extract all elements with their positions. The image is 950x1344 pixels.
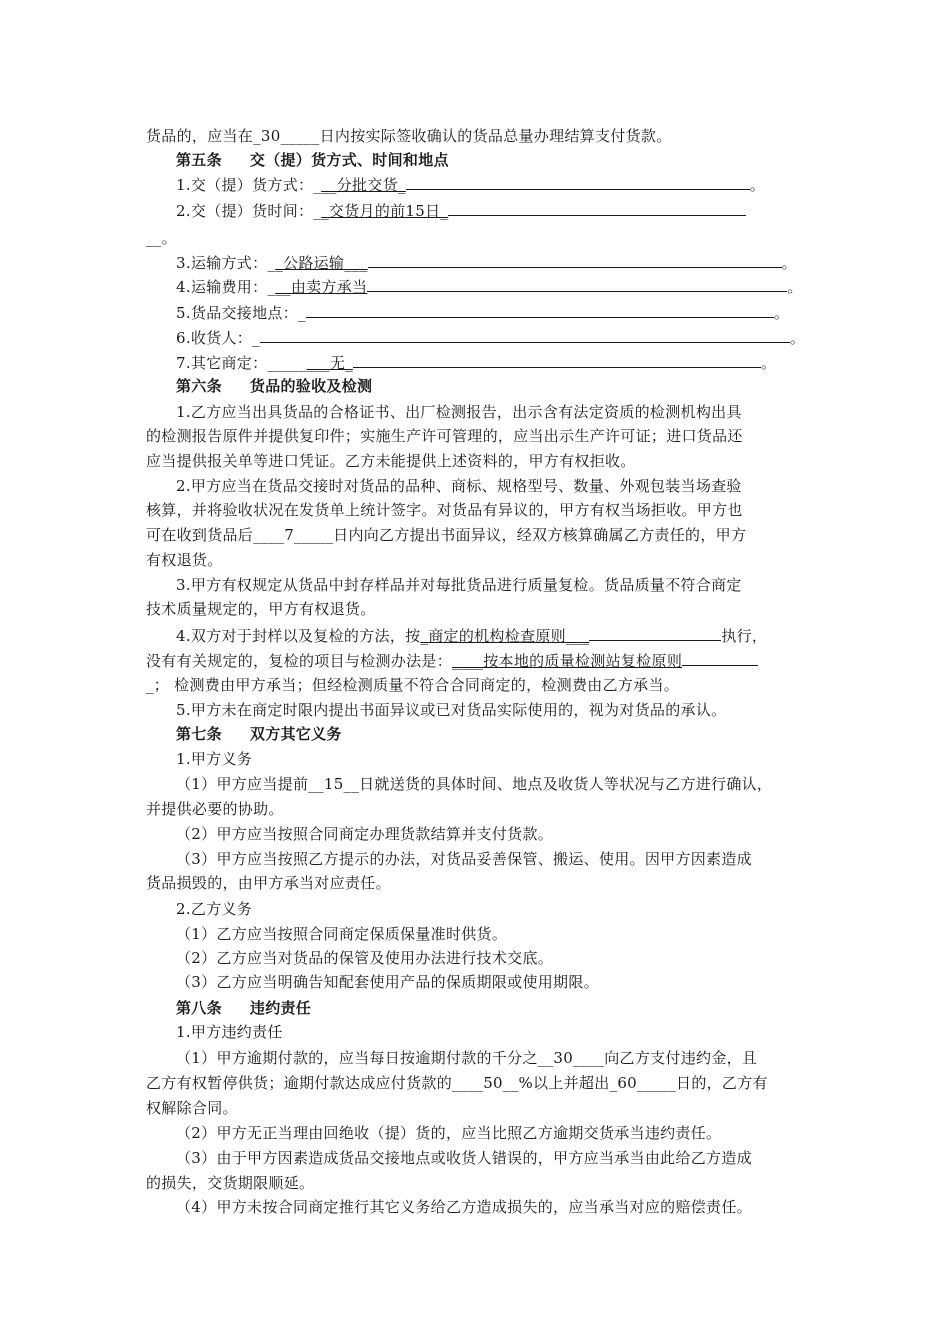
text-line: 乙方有权暂停供货；逾期付款达成应付货款的____50__%以上并超出_60_____日的，乙方有 xyxy=(146,1074,768,1092)
section-number: 第七条 xyxy=(176,725,222,743)
section-title: 双方其它义务 xyxy=(249,725,342,743)
field-label: 7.其它商定：_____ xyxy=(176,354,307,372)
section-title: 交（提）货方式、时间和地点 xyxy=(249,151,449,169)
transport-method-line xyxy=(176,252,846,273)
field-value: __分批交货_ xyxy=(321,176,406,194)
underline-blank xyxy=(260,327,790,343)
underline-blank xyxy=(353,352,761,368)
section-heading-8 xyxy=(176,998,846,1018)
delivery-time-line xyxy=(176,200,846,221)
field-value: ___无_ xyxy=(306,354,353,372)
text-line: 核算，并将验收状况在发货单上统计签字。对货品有异议的，甲方有权当场拒收。甲方也 xyxy=(146,501,743,519)
text-line: __。 xyxy=(146,229,177,247)
text-line: 权解除合同。 xyxy=(146,1099,238,1117)
other-terms-line xyxy=(176,352,846,373)
field-label: 6.收货人：_ xyxy=(176,329,260,347)
retest-items-line xyxy=(146,650,816,671)
text-line: 技术质量规定的，甲方有权退货。 xyxy=(146,600,376,618)
text-line: （2）乙方应当对货品的保管及使用办法进行技术交底。 xyxy=(176,949,554,967)
field-label: 1.交（提）货方式：_ xyxy=(176,176,322,194)
section-heading-5 xyxy=(176,150,846,170)
consignee-line xyxy=(176,327,846,348)
section-heading-6 xyxy=(176,376,846,396)
punctuation: 。 xyxy=(760,354,777,372)
text-line: 1.甲方义务 xyxy=(176,750,253,768)
field-label: 3.运输方式：_ xyxy=(176,254,276,272)
text-line: （1）甲方逾期付款的，应当每日按逾期付款的千分之__30____向乙方支付违约金，且 xyxy=(176,1049,758,1067)
section-heading-7 xyxy=(176,724,846,744)
delivery-method-line xyxy=(176,174,846,195)
field-label: 2.交（提）货时间：_ xyxy=(176,202,322,220)
field-label: 4.双方对于封样以及复检的方法，按 xyxy=(176,627,421,645)
text-line: _； 检测费由甲方承当；但经检测质量不符合合同商定的，检测费由乙方承当。 xyxy=(146,676,680,694)
text-fragment: 执行， xyxy=(721,627,768,645)
field-value: _公路运输___ xyxy=(275,254,368,272)
text-line: （3）乙方应当明确告知配套使用产品的保质期限或使用期限。 xyxy=(176,973,599,991)
text-line: 的损失，交货期限顺延。 xyxy=(146,1174,315,1192)
text-line: （1）甲方应当提前__15__日就送货的具体时间、地点及收货人等状况与乙方进行确认， xyxy=(176,775,773,793)
text-line: 的检测报告原件并提供复印件；实施生产许可管理的，应当出示生产许可证；进口货品还 xyxy=(146,427,743,445)
punctuation: 。 xyxy=(773,304,790,322)
section-number: 第八条 xyxy=(176,999,222,1017)
section-number: 第六条 xyxy=(176,377,222,395)
text-line: （1）乙方应当按照合同商定保质保量准时供货。 xyxy=(176,925,508,943)
underline-blank xyxy=(448,200,746,216)
field-label: 4.运输费用：_ xyxy=(176,278,276,296)
text-line: （4）甲方未按合同商定推行其它义务给乙方造成损失的，应当承当对应的赔偿责任。 xyxy=(176,1198,752,1216)
text-line: 1.乙方应当出具货品的合格证书、出厂检测报告，出示含有法定资质的检测机构出具 xyxy=(176,403,742,421)
section-title: 货品的验收及检测 xyxy=(249,377,373,395)
section-number: 第五条 xyxy=(176,151,222,169)
field-label: 5.货品交接地点：_ xyxy=(176,304,306,322)
underline-blank xyxy=(589,625,721,641)
text-line: （3）甲方应当按照乙方提示的办法，对货品妥善保管、搬运、使用。因甲方因素造成 xyxy=(176,850,752,868)
retest-method-line xyxy=(176,625,846,646)
field-label: 没有有关规定的，复检的项目与检测办法是： xyxy=(146,652,453,670)
punctuation: 。 xyxy=(789,329,806,347)
underline-blank xyxy=(406,174,750,190)
text-line: 并提供必要的协助。 xyxy=(146,800,284,818)
text-line: 有权退货。 xyxy=(146,551,223,569)
transport-cost-line xyxy=(176,276,846,297)
text-line: 可在收到货品后____7_____日内向乙方提出书面异议，经双方核算确属乙方责任的，甲方 xyxy=(146,526,747,544)
text-line: （2）甲方应当按照合同商定办理货款结算并支付货款。 xyxy=(176,825,554,843)
underline-blank xyxy=(682,650,758,666)
punctuation: 。 xyxy=(749,176,766,194)
text-line: 5.甲方未在商定时限内提出书面异议或已对货品实际使用的，视为对货品的承认。 xyxy=(176,701,727,719)
text-line: （2）甲方无正当理由回绝收（提）货的，应当比照乙方逾期交货承当违约责任。 xyxy=(176,1124,722,1142)
text-line: （3）由于甲方因素造成货品交接地点或收货人错误的，甲方应当承当由此给乙方造成 xyxy=(176,1149,752,1167)
punctuation: 。 xyxy=(787,278,803,296)
text-line: 3.甲方有权规定从货品中封存样品并对每批货品进行质量复检。货品质量不符合商定 xyxy=(176,576,742,594)
field-value: ____按本地的质量检测站复检原则 xyxy=(452,652,683,670)
field-value: _商定的机构检查原则___ xyxy=(420,627,590,645)
text-line: 1.甲方违约责任 xyxy=(176,1023,283,1041)
underline-blank xyxy=(367,276,787,292)
punctuation: 。 xyxy=(781,254,797,272)
handover-location-line xyxy=(176,302,846,323)
text-line: 2.乙方义务 xyxy=(176,900,253,918)
text-line: 2.甲方应当在货品交接时对货品的品种、商标、规格型号、数量、外观包装当场查验 xyxy=(176,477,742,495)
field-value: __由卖方承当 xyxy=(275,278,368,296)
text-line: 货品的，应当在_30_____日内按实际签收确认的货品总量办理结算支付货款。 xyxy=(146,127,672,145)
text-line: 货品损毁的，由甲方承当对应责任。 xyxy=(146,874,391,892)
field-value: _交货月的前15日_ xyxy=(321,202,449,220)
section-title: 违约责任 xyxy=(249,999,312,1017)
underline-blank xyxy=(368,252,782,268)
text-line: 应当提供报关单等进口凭证。乙方未能提供上述资料的，甲方有权拒收。 xyxy=(146,452,636,470)
underline-blank xyxy=(306,302,774,318)
